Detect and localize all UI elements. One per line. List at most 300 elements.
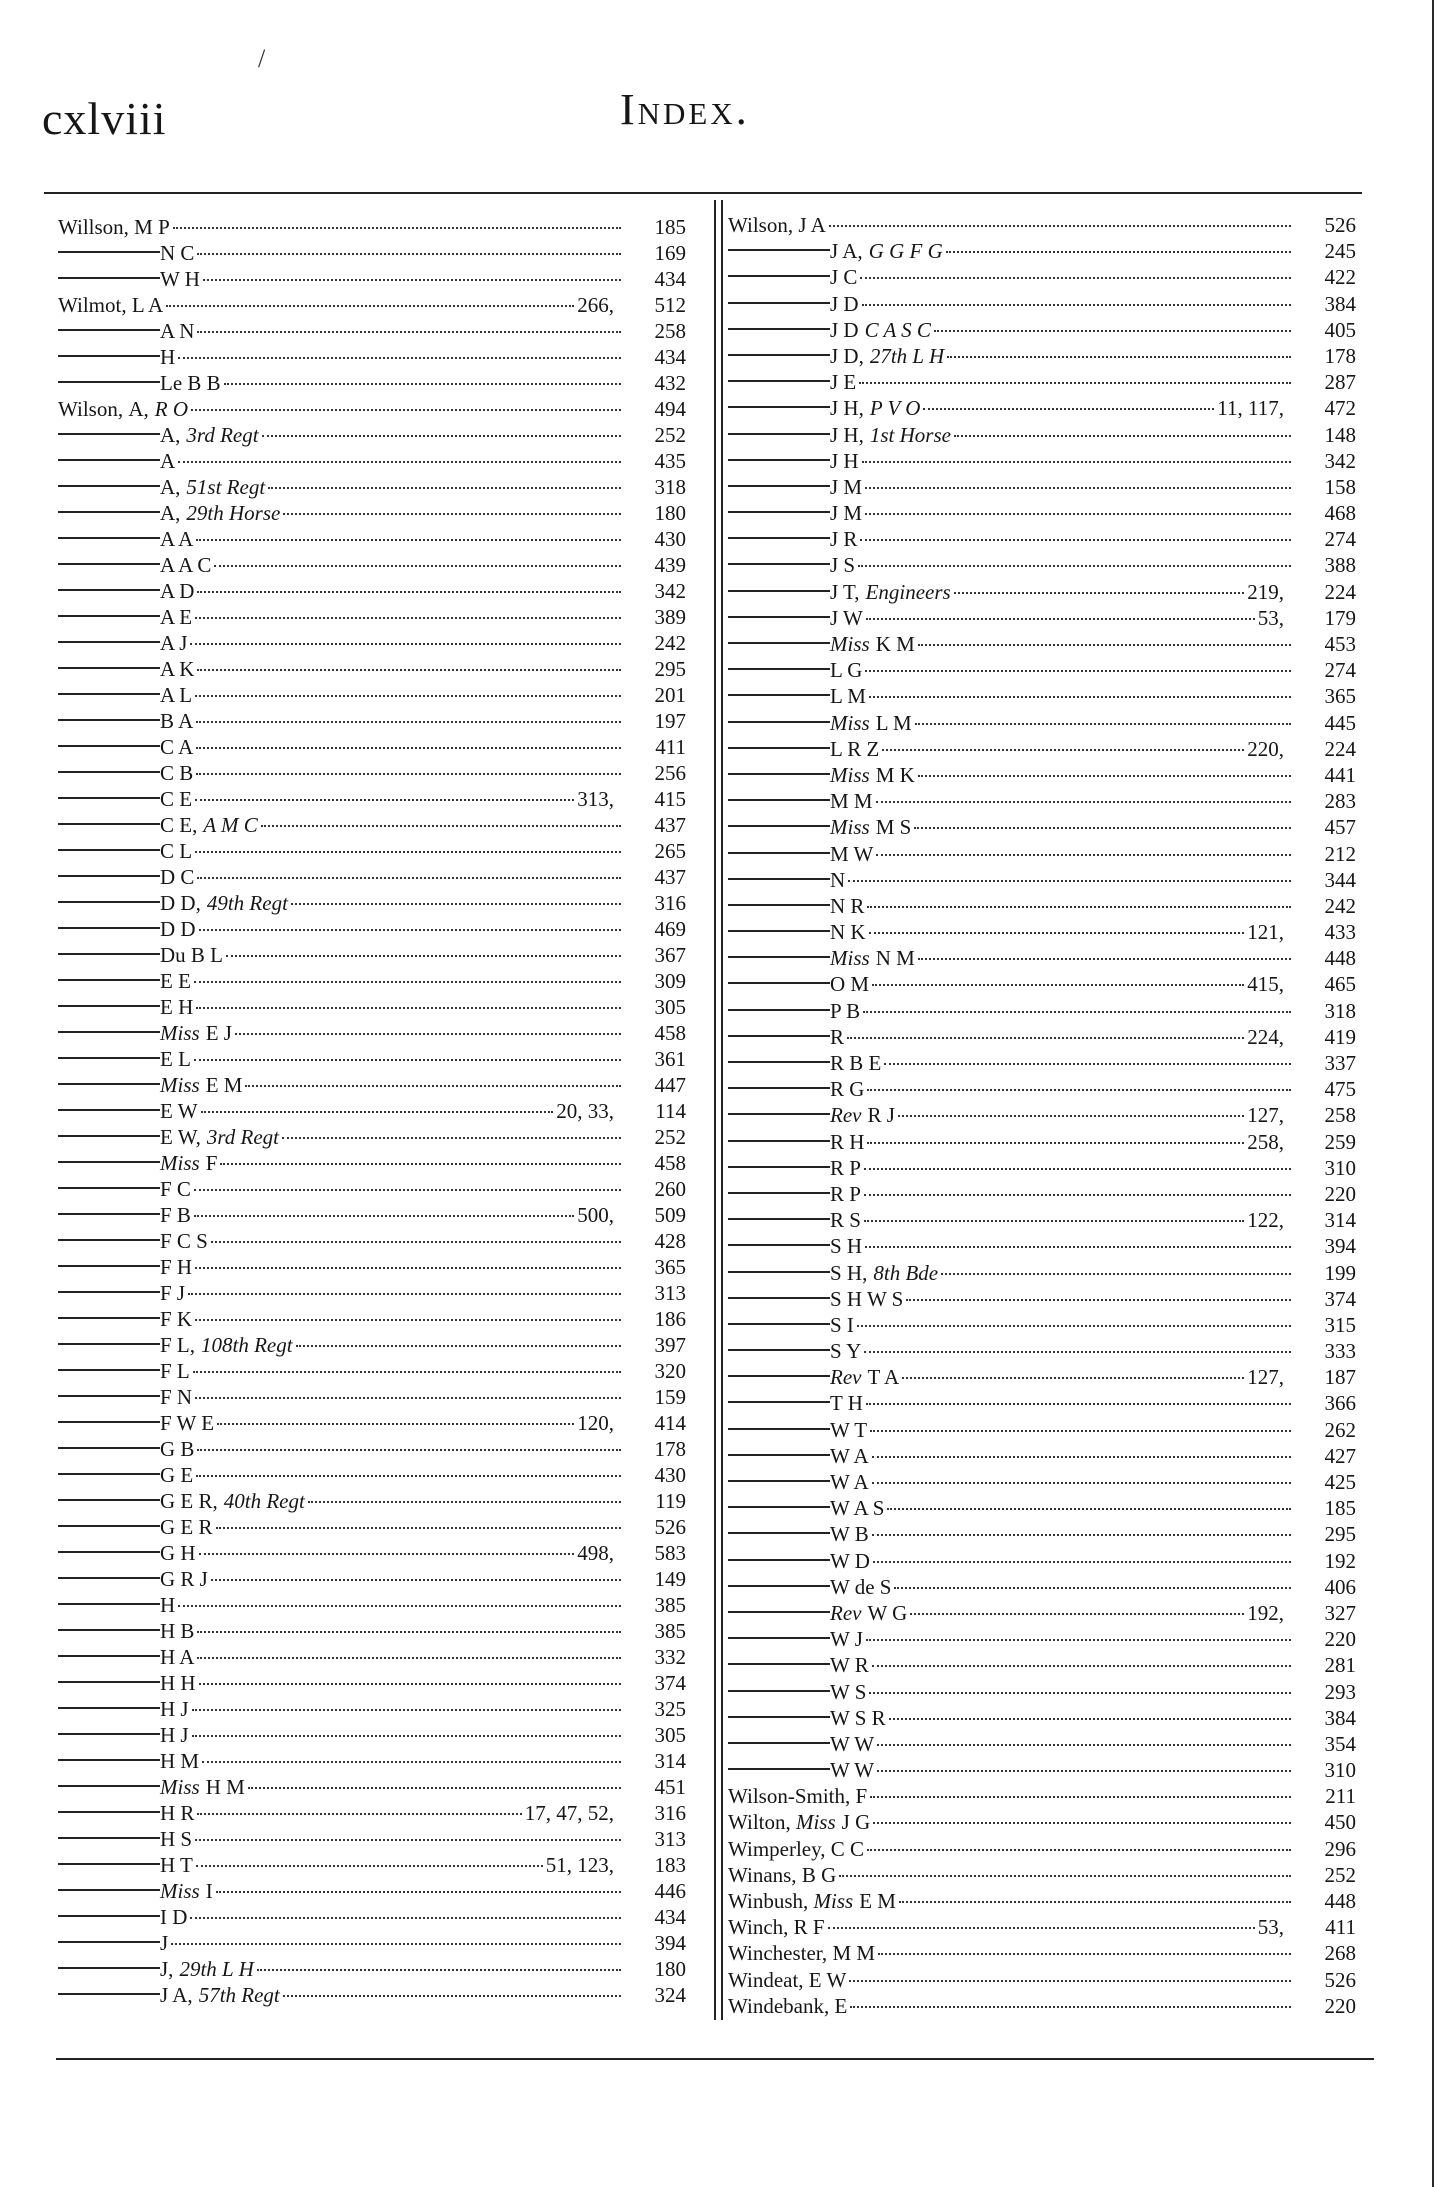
entry-qualifier: 3rd Regt (186, 423, 259, 447)
entry-page-number: 242 (1324, 893, 1356, 918)
entry-title-prefix: Miss (830, 632, 870, 656)
entry-surname: Wimperley, (728, 1836, 826, 1861)
entry-qualifier: G G F G (868, 239, 943, 264)
index-entry (728, 1443, 1356, 1469)
index-entry (728, 317, 1356, 343)
index-entry (58, 1514, 686, 1540)
dot-leader (199, 929, 621, 931)
ditto-dash (58, 1967, 160, 1969)
dot-leader (194, 1215, 574, 1217)
index-entry (58, 1566, 686, 1592)
entry-qualifier: 57th Regt (198, 1983, 280, 2007)
dot-leader (196, 539, 621, 541)
entry-initials: D D, (160, 891, 201, 915)
entry-initials: R F (793, 1915, 825, 1940)
dot-leader (178, 1605, 621, 1607)
ditto-dash (728, 1061, 830, 1063)
ditto-dash (728, 354, 830, 356)
entry-qualifier: 3rd Regt (206, 1125, 279, 1149)
dot-leader (947, 356, 1291, 358)
entry-extra-pages: 120, (577, 1411, 614, 1435)
entry-initials: J D (830, 317, 859, 342)
index-entry (58, 630, 686, 656)
ditto-dash (728, 302, 830, 304)
entry-page-number: 411 (655, 735, 686, 759)
ditto-dash (728, 380, 830, 382)
entry-page-number: 457 (1324, 815, 1356, 840)
dot-leader (876, 801, 1291, 803)
entry-initials: E M (859, 1889, 896, 1913)
entry-qualifier: 49th Regt (206, 891, 288, 915)
ditto-dash (58, 1135, 160, 1137)
entry-initials: F L (160, 1359, 190, 1383)
index-entry (58, 1358, 686, 1384)
dot-leader (829, 225, 1291, 227)
entry-page-number: 433 (1324, 920, 1356, 945)
ditto-dash (58, 953, 160, 955)
dot-leader (211, 1579, 621, 1581)
dot-leader (196, 1865, 543, 1867)
ditto-dash (58, 1369, 160, 1371)
index-entry (58, 292, 686, 318)
entry-page-number: 295 (654, 657, 686, 681)
entry-page-number: 316 (654, 891, 686, 915)
index-entry (728, 1207, 1356, 1233)
index-entry (58, 760, 686, 786)
index-entry (728, 343, 1356, 369)
entry-page-number: 178 (654, 1437, 686, 1461)
dot-leader (864, 1194, 1291, 1196)
entry-initials: J E (830, 370, 857, 395)
ditto-dash (58, 1343, 160, 1345)
ditto-dash (728, 799, 830, 801)
entry-page-number: 224 (1324, 579, 1356, 604)
dot-leader (171, 1943, 621, 1945)
ditto-dash (58, 641, 160, 643)
entry-page-number: 242 (654, 631, 686, 655)
entry-initials: F L, (160, 1333, 196, 1357)
ditto-dash (58, 1733, 160, 1735)
entry-initials: A, (160, 475, 181, 499)
index-entry (728, 1286, 1356, 1312)
dot-leader (178, 461, 621, 463)
dot-leader (214, 565, 621, 567)
ditto-dash (728, 459, 830, 461)
entry-initials: D C (160, 865, 195, 889)
entry-initials: H H (160, 1671, 196, 1695)
entry-page-number: 260 (654, 1177, 686, 1201)
ditto-dash (58, 1759, 160, 1761)
index-entry (58, 422, 686, 448)
entry-page-number: 186 (654, 1307, 686, 1331)
entry-initials: C L (160, 839, 193, 863)
dot-leader (195, 1839, 621, 1841)
entry-extra-pages: 127, (1247, 1365, 1284, 1390)
dot-leader (876, 854, 1291, 856)
ditto-dash (728, 328, 830, 330)
dot-leader (197, 591, 621, 593)
entry-extra-pages: 53, (1257, 1915, 1284, 1940)
index-entry (728, 893, 1356, 919)
ditto-dash (728, 1375, 830, 1377)
dot-leader (197, 1631, 621, 1633)
dot-leader (889, 1718, 1291, 1720)
entry-initials: H S (160, 1827, 193, 1851)
entry-initials: G R J (160, 1567, 208, 1591)
dot-leader (191, 409, 621, 411)
ditto-dash (58, 1837, 160, 1839)
entry-initials: R P (830, 1181, 861, 1206)
entry-page-number: 374 (1324, 1286, 1356, 1311)
entry-initials: E W, (160, 1125, 201, 1149)
entry-initials: I (205, 1879, 213, 1903)
entry-initials: N (830, 867, 846, 892)
ditto-dash (728, 773, 830, 775)
entry-initials: J H, (830, 396, 864, 421)
entry-qualifier: P V O (869, 396, 921, 421)
entry-title-prefix: Miss (830, 946, 870, 971)
entry-title-prefix: Miss (813, 1889, 854, 1913)
dot-leader (857, 1325, 1291, 1327)
index-entry (728, 1155, 1356, 1181)
index-entry (728, 631, 1356, 657)
dot-leader (915, 723, 1291, 725)
index-entry (58, 1306, 686, 1332)
entry-page-number: 281 (1324, 1653, 1356, 1678)
dot-leader (872, 984, 1244, 986)
entry-initials: W B (830, 1522, 869, 1547)
index-entry (728, 526, 1356, 552)
entry-initials: H J (160, 1697, 189, 1721)
entry-page-number: 185 (654, 215, 686, 239)
entry-initials: S Y (830, 1339, 862, 1364)
entry-page-number: 367 (654, 943, 686, 967)
entry-page-number: 437 (654, 865, 686, 889)
page-edge-line (1432, 0, 1434, 2187)
entry-surname: Willson, (58, 215, 129, 239)
dot-leader (296, 1345, 621, 1347)
entry-page-number: 148 (1324, 422, 1356, 447)
entry-page-number: 293 (1324, 1679, 1356, 1704)
entry-initials: W A (830, 1443, 869, 1468)
entry-extra-pages: 17, 47, 52, (524, 1801, 614, 1825)
entry-initials: C B (160, 761, 194, 785)
dot-leader (197, 1813, 521, 1815)
entry-page-number: 114 (655, 1099, 686, 1123)
entry-page-number: 425 (1324, 1470, 1356, 1494)
entry-initials: H B (160, 1619, 195, 1643)
entry-initials: Du B L (160, 943, 223, 967)
entry-qualifier: 29th L H (179, 1957, 254, 1981)
entry-page-number: 316 (654, 1801, 686, 1825)
index-entry (728, 1731, 1356, 1757)
index-entry (728, 1679, 1356, 1705)
dot-leader (906, 1299, 1291, 1301)
ditto-dash (58, 1629, 160, 1631)
entry-page-number: 414 (654, 1411, 686, 1435)
entry-page-number: 415 (654, 787, 686, 811)
entry-page-number: 199 (1324, 1260, 1356, 1285)
index-entry (58, 1540, 686, 1566)
entry-initials: J, (160, 1957, 174, 1981)
ditto-dash (58, 277, 160, 279)
entry-initials: W G (867, 1600, 908, 1625)
ditto-dash (58, 849, 160, 851)
entry-initials: N K (830, 920, 866, 945)
ditto-dash (58, 1473, 160, 1475)
ditto-dash (58, 1915, 160, 1917)
entry-initials: F C S (160, 1229, 208, 1253)
index-entry (728, 1836, 1356, 1862)
ditto-dash (728, 1611, 830, 1613)
entry-title-prefix: Miss (160, 1021, 200, 1045)
entry-initials: T H (830, 1391, 863, 1416)
index-entry (728, 657, 1356, 683)
entry-page-number: 385 (654, 1619, 686, 1643)
entry-page-number: 332 (654, 1645, 686, 1669)
entry-qualifier: Engineers (865, 579, 951, 604)
dot-leader (197, 253, 621, 255)
entry-title-prefix: Miss (160, 1775, 200, 1799)
ditto-dash (728, 1218, 830, 1220)
ditto-dash (728, 1454, 830, 1456)
dot-leader (194, 1189, 621, 1191)
entry-initials: L M (875, 710, 912, 735)
entry-initials: W A S (830, 1496, 885, 1521)
entry-extra-pages: 258, (1247, 1129, 1284, 1154)
entry-qualifier: 1st Horse (869, 422, 951, 447)
entry-initials: S I (830, 1312, 854, 1337)
index-entry (728, 1652, 1356, 1678)
entry-initials: J M (830, 501, 863, 526)
entry-initials: R B E (830, 1051, 882, 1075)
entry-initials: M K (875, 762, 915, 787)
entry-initials: A, (160, 501, 181, 525)
ditto-dash (58, 1109, 160, 1111)
index-entry (58, 1956, 686, 1982)
dot-leader (872, 1456, 1291, 1458)
dot-leader (197, 877, 621, 879)
index-entry (58, 812, 686, 838)
ditto-dash (58, 1291, 160, 1293)
entry-initials: S H W S (830, 1286, 904, 1311)
index-entry (728, 814, 1356, 840)
entry-surname: Wilmot, (58, 293, 127, 317)
entry-page-number: 437 (654, 813, 686, 837)
index-entry (728, 552, 1356, 578)
dot-leader (197, 1657, 621, 1659)
entry-initials: F (855, 1784, 868, 1809)
dot-leader (918, 958, 1291, 960)
entry-surname: Wilson, (728, 213, 794, 237)
entry-page-number: 526 (1324, 213, 1356, 237)
index-entry (58, 1904, 686, 1930)
entry-title-prefix: Miss (830, 762, 870, 787)
ditto-dash (58, 1083, 160, 1085)
index-entry (728, 1312, 1356, 1338)
entry-initials: E (834, 1993, 848, 2018)
ditto-dash (728, 511, 830, 513)
entry-page-number: 268 (1324, 1941, 1356, 1966)
entry-initials: J H, (830, 422, 864, 447)
index-entry (728, 1548, 1356, 1574)
entry-initials: F N (160, 1385, 193, 1409)
dot-leader (190, 1917, 621, 1919)
index-entry (58, 1072, 686, 1098)
dot-leader (188, 1293, 621, 1295)
entry-extra-pages: 498, (577, 1541, 614, 1565)
index-entry (58, 1410, 686, 1436)
dot-leader (235, 1033, 621, 1035)
entry-title-prefix: Rev (830, 1600, 862, 1625)
ditto-dash (728, 642, 830, 644)
ditto-dash (58, 433, 160, 435)
entry-initials: T A (867, 1365, 900, 1390)
entry-initials: H J (160, 1723, 189, 1747)
ditto-dash (58, 1265, 160, 1267)
entry-initials: A J (160, 631, 188, 655)
index-entry (728, 1914, 1356, 1940)
entry-initials: E E (160, 969, 191, 993)
entry-initials: J T, (830, 579, 860, 604)
entry-surname: Winchester, (728, 1941, 828, 1966)
ditto-dash (58, 1811, 160, 1813)
dot-leader (864, 1220, 1244, 1222)
entry-initials: A L (160, 683, 193, 707)
ditto-dash (728, 1690, 830, 1692)
ditto-dash (58, 459, 160, 461)
entry-page-number: 310 (1324, 1155, 1356, 1180)
ditto-dash (58, 1577, 160, 1579)
dot-leader (860, 539, 1291, 541)
entry-page-number: 434 (654, 345, 686, 369)
entry-extra-pages: 122, (1247, 1208, 1284, 1233)
dot-leader (872, 1534, 1291, 1536)
dot-leader (195, 851, 621, 853)
index-entry (728, 1574, 1356, 1600)
dot-leader (899, 1901, 1291, 1903)
entry-initials: A A C (160, 553, 212, 577)
entry-page-number: 365 (1324, 684, 1356, 709)
dot-leader (192, 1709, 621, 1711)
entry-page-number: 185 (1324, 1496, 1356, 1521)
index-entry (58, 916, 686, 942)
entry-page-number: 183 (654, 1853, 686, 1877)
index-entry (728, 291, 1356, 317)
index-entry (58, 968, 686, 994)
entry-page-number: 179 (1324, 605, 1356, 630)
ditto-dash (58, 1213, 160, 1215)
ditto-dash (58, 589, 160, 591)
entry-page-number: 450 (1324, 1810, 1356, 1835)
dot-leader (291, 903, 621, 905)
index-entry (728, 1862, 1356, 1888)
entry-initials: A, (160, 423, 181, 447)
dot-leader (194, 1059, 621, 1061)
ditto-dash (728, 249, 830, 251)
dot-leader (865, 487, 1291, 489)
entry-extra-pages: 219, (1247, 579, 1284, 604)
dot-leader (866, 618, 1255, 620)
dot-leader (946, 251, 1291, 253)
ditto-dash (58, 693, 160, 695)
entry-initials: F H (160, 1255, 193, 1279)
dot-leader (195, 695, 621, 697)
entry-initials: C E (160, 787, 193, 811)
index-entry (58, 942, 686, 968)
index-entry (728, 1600, 1356, 1626)
dot-leader (196, 721, 621, 723)
dot-leader (869, 1692, 1291, 1694)
entry-page-number: 432 (654, 371, 686, 395)
entry-page-number: 309 (654, 969, 686, 993)
entry-page-number: 374 (654, 1671, 686, 1695)
entry-initials: H M (160, 1749, 200, 1773)
entry-page-number: 224 (1324, 736, 1356, 761)
ditto-dash (728, 485, 830, 487)
ditto-dash (728, 1559, 830, 1561)
index-entry (58, 240, 686, 266)
entry-page-number: 394 (654, 1931, 686, 1955)
entry-initials: F (205, 1151, 218, 1175)
page-number: cxlviii (42, 93, 167, 144)
index-entry (728, 448, 1356, 474)
entry-initials: A E (160, 605, 193, 629)
entry-page-number: 180 (654, 501, 686, 525)
entry-page-number: 405 (1324, 317, 1356, 342)
entry-initials: W R (830, 1653, 869, 1678)
ditto-dash (728, 1244, 830, 1246)
index-entry (58, 474, 686, 500)
ditto-dash (58, 1551, 160, 1553)
entry-initials: E H (160, 995, 194, 1019)
entry-initials: L M (830, 684, 866, 709)
index-entry (728, 867, 1356, 893)
entry-initials: W J (830, 1627, 863, 1652)
entry-title-prefix: Miss (830, 710, 870, 735)
entry-extra-pages: 127, (1247, 1103, 1284, 1128)
entry-title-prefix: Miss (830, 815, 870, 840)
ditto-dash (58, 537, 160, 539)
ditto-dash (58, 1863, 160, 1865)
entry-page-number: 220 (1324, 1181, 1356, 1206)
index-entry (728, 500, 1356, 526)
entry-surname: Windebank, (728, 1993, 830, 2018)
entry-initials: W W (830, 1758, 875, 1783)
entry-page-number: 158 (1324, 474, 1356, 499)
ditto-dash (728, 1009, 830, 1011)
entry-initials: N C (160, 241, 195, 265)
index-entry (728, 971, 1356, 997)
entry-extra-pages: 500, (577, 1203, 614, 1227)
entry-initials: C A (160, 735, 194, 759)
entry-initials: K M (875, 632, 915, 656)
entry-surname: Wilson-Smith, (728, 1784, 851, 1809)
ditto-dash (58, 251, 160, 253)
index-entry (58, 1384, 686, 1410)
index-entry (728, 1993, 1356, 2019)
ditto-dash (58, 615, 160, 617)
entry-page-number: 453 (1324, 632, 1356, 656)
entry-initials: R J (867, 1103, 895, 1128)
ditto-dash (58, 511, 160, 513)
index-entry (58, 656, 686, 682)
dot-leader (216, 1527, 622, 1529)
index-entry (728, 238, 1356, 264)
ditto-dash (58, 1785, 160, 1787)
entry-initials: J A (798, 213, 826, 237)
dot-leader (849, 1980, 1291, 1982)
